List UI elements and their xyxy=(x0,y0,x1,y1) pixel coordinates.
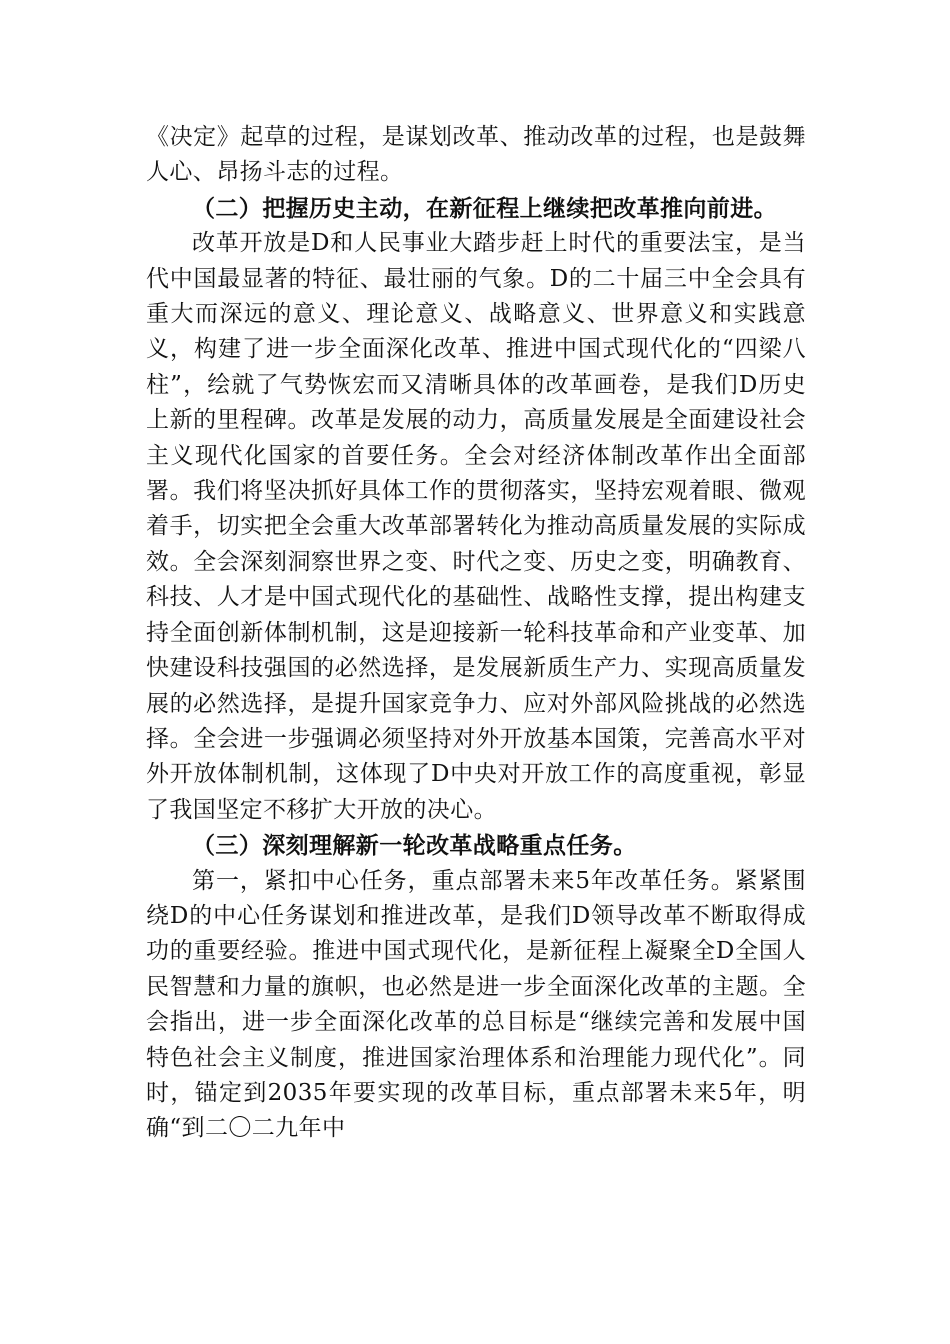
paragraph-first-task: 第一，紧扣中心任务，重点部署未来5年改革任务。紧紧围绕D的中心任务谋划和推进改革，是我们D领导改革不断取得成功的重要经验。推进中国式现代化，是新征程上凝聚全D全国人民智慧和力量的旗帜，也必然是进一步全面深化改革的主题。全会指出，进一步全面深化改革的总目标是“继续完善和发展中国特色社会主义制度，推进国家治理体系和治理能力现代化”。同时，锚定到2035年要实现的改革目标，重点部署未来5年，明确“到二〇二九年中 xyxy=(146,867,806,1142)
section-heading-2: （二）把握历史主动，在新征程上继续把改革推向前进。 xyxy=(192,194,777,222)
section-heading-3: （三）深刻理解新一轮改革战略重点任务。 xyxy=(192,832,637,860)
paragraph-continuation: 《决定》起草的过程，是谋划改革、推动改革的过程，也是鼓舞人心、昂扬斗志的过程。 xyxy=(146,124,806,186)
document-page xyxy=(146,120,806,1147)
paragraph-reform-opening: 改革开放是D和人民事业大踏步赶上时代的重要法宝，是当代中国最显著的特征、最壮丽的气象。D的二十届三中全会具有重大而深远的意义、理论意义、战略意义、世界意义和实践意义，构建了进一步全面深化改革、推进中国式现代化的“四梁八柱”，绘就了气势恢宏而又清晰具体的改革画卷，是我们D历史上新的里程碑。改革是发展的动力，高质量发展是全面建设社会主义现代化国家的首要任务。全会对经济体制改革作出全面部署。我们将坚决抓好具体工作的贯彻落实，坚持宏观着眼、微观着手，切实把全会重大改革部署转化为推动高质量发展的实际成效。全会深刻洞察世界之变、时代之变、历史之变，明确教育、科技、人才是中国式现代化的基础性、战略性支撑，提出构建支持全面创新体制机制，这是迎接新一轮科技革命和产业变革、加快建设科技强国的必然选择，是发展新质生产力、实现高质量发展的必然选择，是提升国家竞争力、应对外部风险挑战的必然选择。全会进一步强调必须坚持对外开放基本国策，完善高水平对外开放体制机制，这体现了D中央对开放工作的高度重视，彰显了我国坚定不移扩大开放的决心。 xyxy=(146,230,806,823)
